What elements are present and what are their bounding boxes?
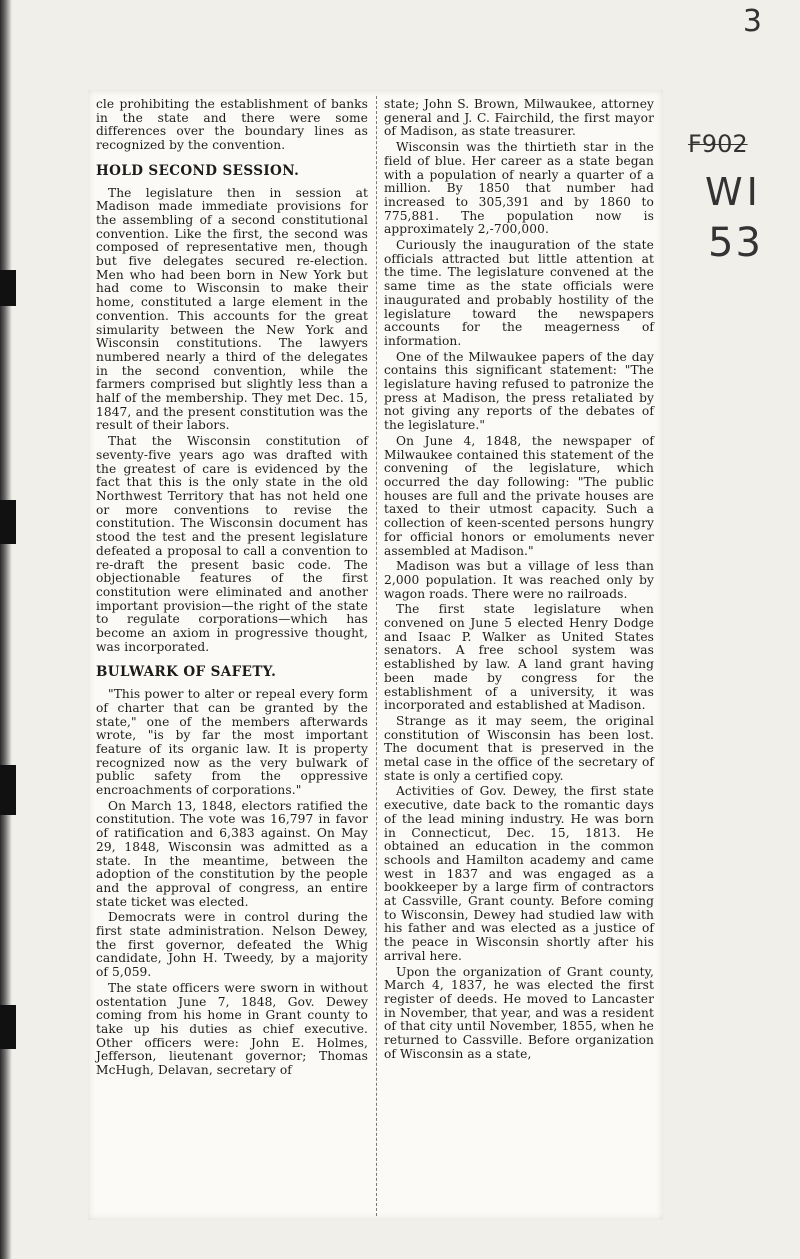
handwritten-state: WI xyxy=(705,170,762,214)
paragraph: "This power to alter or repeal every form of charter that can be granted by the state," one of the members afterwards wrote, "is by far the most important feature of its organic law. It is property recognized now as the very bulwark of public safety from the oppressive encroachments of corporations." xyxy=(96,687,368,798)
paragraph: One of the Milwaukee papers of the day contains this significant statement: "The legislature having refused to patronize the press at Madison, the press retaliated by not giving any reports of the debates of the legislature." xyxy=(384,349,654,433)
paragraph: Activities of Gov. Dewey, the first state executive, date back to the romantic days of the lead mining industry. He was born in Connecticut, Dec. 15, 1813. He obtained an education in the common schools and Hamilton academy and came west in 1837 and was engaged as a bookkeeper by a large firm of contractors at Cassville, Grant county. Before coming to Wisconsin, Dewey had studied law with his father and was elected as a justice of the peace in Wisconsin shortly after his arrival here. xyxy=(384,784,654,963)
subheading: HOLD SECOND SESSION. xyxy=(96,162,300,179)
newspaper-clipping xyxy=(88,90,663,1220)
subheading: BULWARK OF SAFETY. xyxy=(96,664,277,681)
article-column-left xyxy=(96,98,368,1080)
paragraph: Upon the organization of Grant county, March 4, 1837, he was elected the first register of deeds. He moved to Lancaster in November, that year, and was a resident of that city until November, 1855, when he returned to Cassville. Before organization of Wisconsin as a state, xyxy=(384,964,654,1061)
scan-edge xyxy=(0,0,12,1259)
handwritten-identifier: 53 xyxy=(708,220,763,266)
article-column-right xyxy=(384,98,654,1064)
paragraph: That the Wisconsin constitution of seventy-five years ago was drafted with the greatest of care is evidenced by the fact that this is the only state in the old Northwest Territory that has not held one or more conventions to revise the constitution. The Wisconsin document has stood the test and the present legislature defeated a proposal to call a convention to re-draft the present basic code. The objectionable features of the first constitution were eliminated and another important provision—the right of the state to regulate corporations—which has become an axiom in progressive thought, was incorporated. xyxy=(96,434,368,654)
paragraph: Curiously the inauguration of the state officials attracted but little attention at the time. The legislature convened at the same time as the state officials were inaugurated and probably hostility of the legislature toward the newspapers accounts for the meagerness of information. xyxy=(384,238,654,348)
handwritten-page-number: 3 xyxy=(742,4,762,39)
paragraph: Wisconsin was the thirtieth star in the field of blue. Her career as a state began with a population of nearly a quarter of a million. By 1850 that number had increased to 305,391 and by 1860 to 775,881. The population now is approximately 2,-700,000. xyxy=(384,140,654,237)
paragraph: The state officers were sworn in without ostentation June 7, 1848, Gov. Dewey coming from his home in Grant county to take up his duties as chief executive. Other officers were: John E. Holmes, Jefferson, lieutenant governor; Thomas McHugh, Delavan, secretary of xyxy=(96,980,368,1078)
column-divider xyxy=(376,96,377,1216)
paragraph: state; John S. Brown, Milwaukee, attorney general and J. C. Fairchild, the first mayor of Madison, as state treasurer. xyxy=(384,97,654,139)
binding-tab xyxy=(0,500,16,544)
binding-tab xyxy=(0,765,16,815)
paragraph: Strange as it may seem, the original constitution of Wisconsin has been lost. The document that is preserved in the metal case in the office of the secretary of state is only a certified copy. xyxy=(384,713,654,783)
binding-tab xyxy=(0,1005,16,1049)
handwritten-call-number: F902 xyxy=(688,130,748,158)
binding-tab xyxy=(0,270,16,306)
paragraph: The first state legislature when convened on June 5 elected Henry Dodge and Isaac P. Walker as United States senators. A free school system was established by law. A land grant having been made by congress for the establishment of a university, it was incorporated and established at Madison. xyxy=(384,602,654,713)
paragraph: Madison was but a village of less than 2,000 population. It was reached only by wagon roads. There were no railroads. xyxy=(384,559,654,601)
paragraph: Democrats were in control during the first state administration. Nelson Dewey, the first governor, defeated the Whig candidate, John H. Tweedy, by a majority of 5,059. xyxy=(96,910,368,980)
paragraph: On June 4, 1848, the newspaper of Milwaukee contained this statement of the convening of the legislature, which occurred the day following: "The public houses are full and the private houses are taxed to their utmost capacity. Such a collection of keen-scented persons hungry for official honors or emoluments never assembled at Madison." xyxy=(384,433,654,558)
paragraph: The legislature then in session at Madison made immediate provisions for the assembling of a second constitutional convention. Like the first, the second was composed of representative men, though but five delegates secured re-election. Men who had been born in New York but had come to Wisconsin to make their home, constituted a large element in the convention. This accounts for the great simularity between the New York and Wisconsin constitutions. The lawyers numbered nearly a third of the delegates in the second convention, while the farmers comprised but slightly less than a half of the membership. They met Dec. 15, 1847, and the present constitution was the result of their labors. xyxy=(96,185,368,433)
paragraph: On March 13, 1848, electors ratified the constitution. The vote was 16,797 in favor of ratification and 6,383 against. On May 29, 1848, Wisconsin was admitted as a state. In the meantime, between the adoption of the constitution by the people and the approval of congress, an entire state ticket was elected. xyxy=(96,798,368,909)
paragraph: cle prohibiting the establishment of banks in the state and there were some differences over the boundary lines as recognized by the convention. xyxy=(96,97,368,153)
